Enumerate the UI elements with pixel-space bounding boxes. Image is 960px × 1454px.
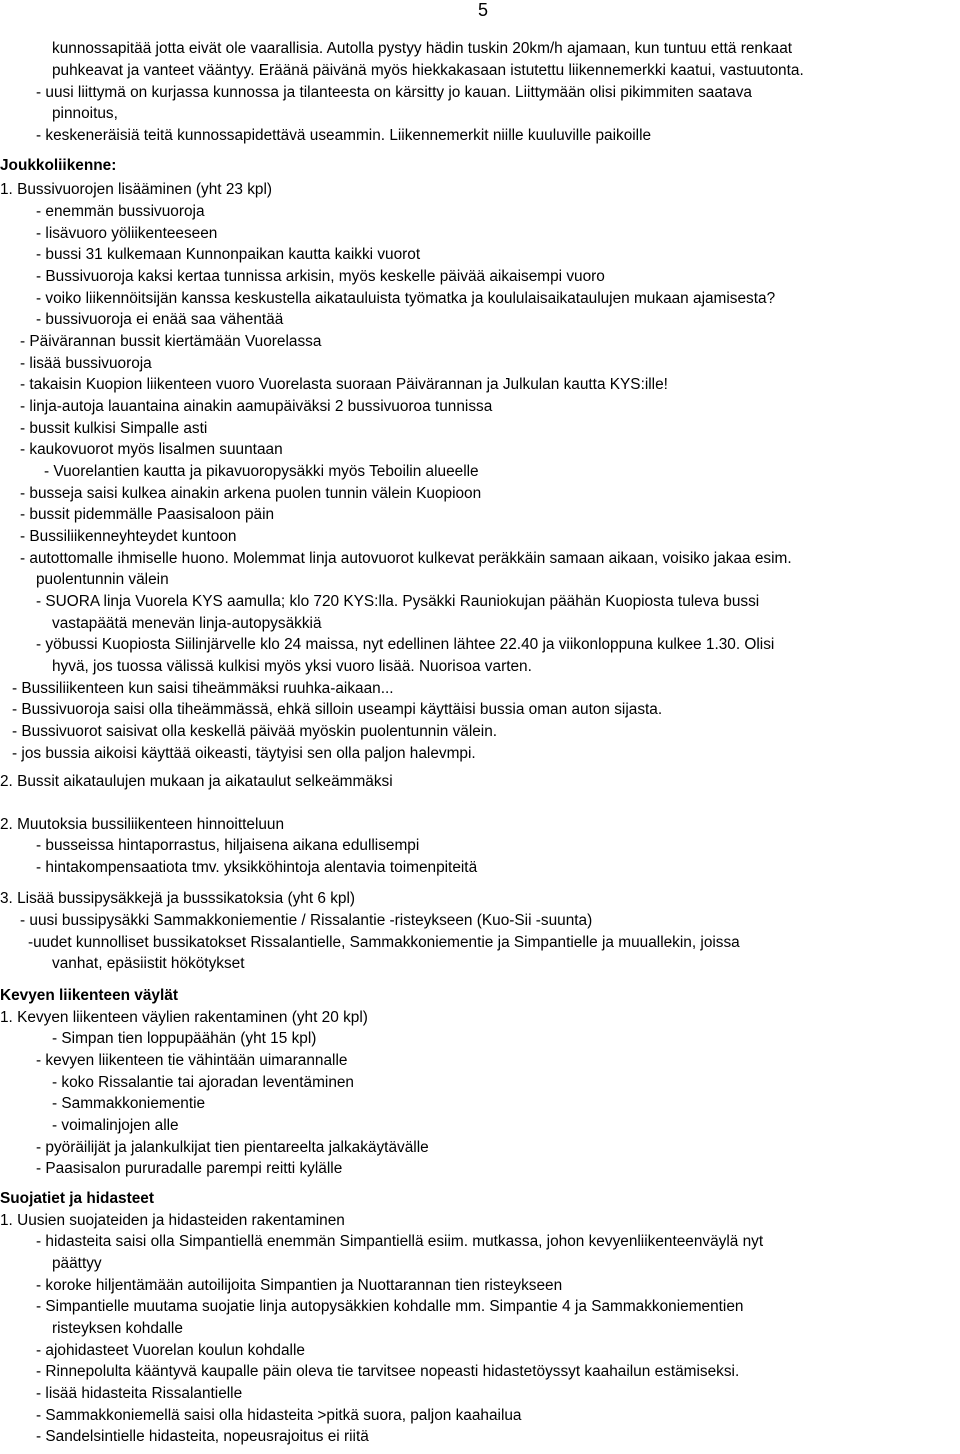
text-line: päättyy [52,1255,102,1272]
text-line: - kevyen liikenteen tie vähintään uimarannalle [36,1052,348,1069]
text-line: - linja-autoja lauantaina ainakin aamupäiväksi 2 bussivuoroa tunnissa [20,398,493,415]
text-line: kunnossapitää jotta eivät ole vaarallisia. Autolla pystyy hädin tuskin 20km/h ajamaan, kun tuntuu että renkaat [52,40,793,57]
text-line: puhkeavat ja vanteet vääntyy. Eräänä päivänä myös hiekkakasaan istutettu liikennemerkki kaatui, vastuutonta. [52,62,804,79]
text-line: 1. Uusien suojateiden ja hidasteiden rakentaminen [0,1212,345,1229]
text-line: - Simpan tien loppupäähän (yht 15 kpl) [52,1030,317,1047]
text-line: - bussit pidemmälle Paasisaloon päin [20,506,275,523]
text-line: 2. Muutoksia bussiliikenteen hinnoitteluun [0,816,285,833]
text-line: - lisävuoro yöliikenteeseen [36,225,218,242]
text-line: - Rinnepolulta kääntyvä kaupalle päin oleva tie tarvitsee nopeasti hidastetöyssyt kaahailun estämiseksi. [36,1363,740,1380]
text-line: risteyksen kohdalle [52,1320,183,1337]
text-line: vastapäätä menevän linja-autopysäkkiä [52,615,322,632]
text-line: - Sammakkoniementie [52,1095,206,1112]
text-line: -uudet kunnolliset bussikatokset Rissalantielle, Sammakkoniementie ja Simpantielle ja muuallekin, joissa [28,934,740,951]
text-line: - hidasteita saisi olla Simpantiellä enemmän Simpantiellä esiim. mutkassa, johon kevyenliikenteenväylä nyt [36,1233,764,1250]
text-line: - Bussiliikenneyhteydet kuntoon [20,528,237,545]
text-line: - hintakompensaatiota tmv. yksikköhintoja alentavia toimenpiteitä [36,859,478,876]
text-line: - keskeneräisiä teitä kunnossapidettävä useammin. Liikennemerkit niille kuuluville paikoille [36,127,652,144]
section-heading: Kevyen liikenteen väylät [0,987,178,1004]
text-line: - bussi 31 kulkemaan Kunnonpaikan kautta kaikki vuorot [36,246,421,263]
page-number: 5 [478,0,489,20]
text-line: - jos bussia aikoisi käyttää oikeasti, täytyisi sen olla paljon halevmpi. [12,745,476,762]
text-line: - busseissa hintaporrastus, hiljaisena aikana edullisempi [36,837,420,854]
text-line: - koroke hiljentämään autoilijoita Simpantien ja Nuottarannan tien risteykseen [36,1277,563,1294]
text-line: - Vuorelantien kautta ja pikavuoropysäkki myös Teboilin alueelle [44,463,479,480]
text-line: - lisää hidasteita Rissalantielle [36,1385,243,1402]
text-line: - Bussivuoroja kaksi kertaa tunnissa arkisin, myös keskelle päivää aikaisempi vuoro [36,268,605,285]
section-heading: Joukkoliikenne: [0,157,117,174]
text-line: - kaukovuorot myös lisalmen suuntaan [20,441,283,458]
text-line: - takaisin Kuopion liikenteen vuoro Vuorelasta suoraan Päivärannan ja Julkulan kautta KYS:ille! [20,376,668,393]
text-line: - ajohidasteet Vuorelan koulun kohdalle [36,1342,305,1359]
text-line: - Sandelsintielle hidasteita, nopeusrajoitus ei riitä [36,1428,369,1445]
text-line: - Sammakkoniemellä saisi olla hidasteita >pitkä suora, paljon kaahailua [36,1407,522,1424]
text-line: - Bussivuoroja saisi olla tiheämmässä, ehkä silloin useampi käyttäisi bussia oman auton sijasta. [12,701,663,718]
text-line: - Simpantielle muutama suojatie linja autopysäkkien kohdalle mm. Simpantie 4 ja Sammakkoniementien [36,1298,744,1315]
text-line: 2. Bussit aikataulujen mukaan ja aikataulut selkeämmäksi [0,773,393,790]
text-line: 1. Kevyen liikenteen väylien rakentaminen (yht 20 kpl) [0,1009,368,1026]
text-line: - busseja saisi kulkea ainakin arkena puolen tunnin välein Kuopioon [20,485,482,502]
text-line: hyvä, jos tuossa välissä kulkisi myös yksi vuoro lisää. Nuorisoa varten. [52,658,532,675]
text-line: - lisää bussivuoroja [20,355,152,372]
text-line: - Bussivuorot saisivat olla keskellä päivää myöskin puolentunnin välein. [12,723,498,740]
text-line: - Päivärannan bussit kiertämään Vuorelassa [20,333,322,350]
text-line: - enemmän bussivuoroja [36,203,205,220]
text-line: - voimalinjojen alle [52,1117,179,1134]
text-line: - yöbussi Kuopiosta Siilinjärvelle klo 24 maissa, nyt edellinen lähtee 22.40 ja viikonloppuna kulkee 1.30. Olisi [36,636,775,653]
text-line: - uusi liittymä on kurjassa kunnossa ja tilanteesta on kärsitty jo kauan. Liittymään olisi pikimmiten saatava [36,84,752,101]
text-line: - bussit kulkisi Simpalle asti [20,420,208,437]
text-line: - Bussiliikenteen kun saisi tiheämmäksi ruuhka-aikaan... [12,680,394,697]
text-line: - koko Rissalantie tai ajoradan leventäminen [52,1074,354,1091]
text-line: - bussivuoroja ei enää saa vähentää [36,311,284,328]
text-line: puolentunnin välein [36,571,169,588]
text-line: pinnoitus, [52,105,118,122]
text-line: - Paasisalon pururadalle parempi reitti kylälle [36,1160,343,1177]
text-line: - voiko liikennöitsijän kanssa keskustella aikatauluista työmatka ja koululaisaikataulujen mukaan ajamisesta? [36,290,776,307]
text-line: - pyöräilijät ja jalankulkijat tien pientareelta jalkakäytävälle [36,1139,429,1156]
text-line: - uusi bussipysäkki Sammakkoniementie / Rissalantie -risteykseen (Kuo-Sii -suunta) [20,912,593,929]
text-line: vanhat, epäsiistit hökötykset [52,955,245,972]
text-line: 1. Bussivuorojen lisääminen (yht 23 kpl) [0,181,273,198]
section-heading: Suojatiet ja hidasteet [0,1190,154,1207]
text-line: 3. Lisää bussipysäkkejä ja busssikatoksia (yht 6 kpl) [0,890,356,907]
text-line: - autottomalle ihmiselle huono. Molemmat linja autovuorot kulkevat peräkkäin samaan aikaan, voisiko jakaa esim. [20,550,792,567]
text-line: - SUORA linja Vuorela KYS aamulla; klo 720 KYS:lla. Pysäkki Rauniokujan päähän Kuopiosta tuleva bussi [36,593,760,610]
